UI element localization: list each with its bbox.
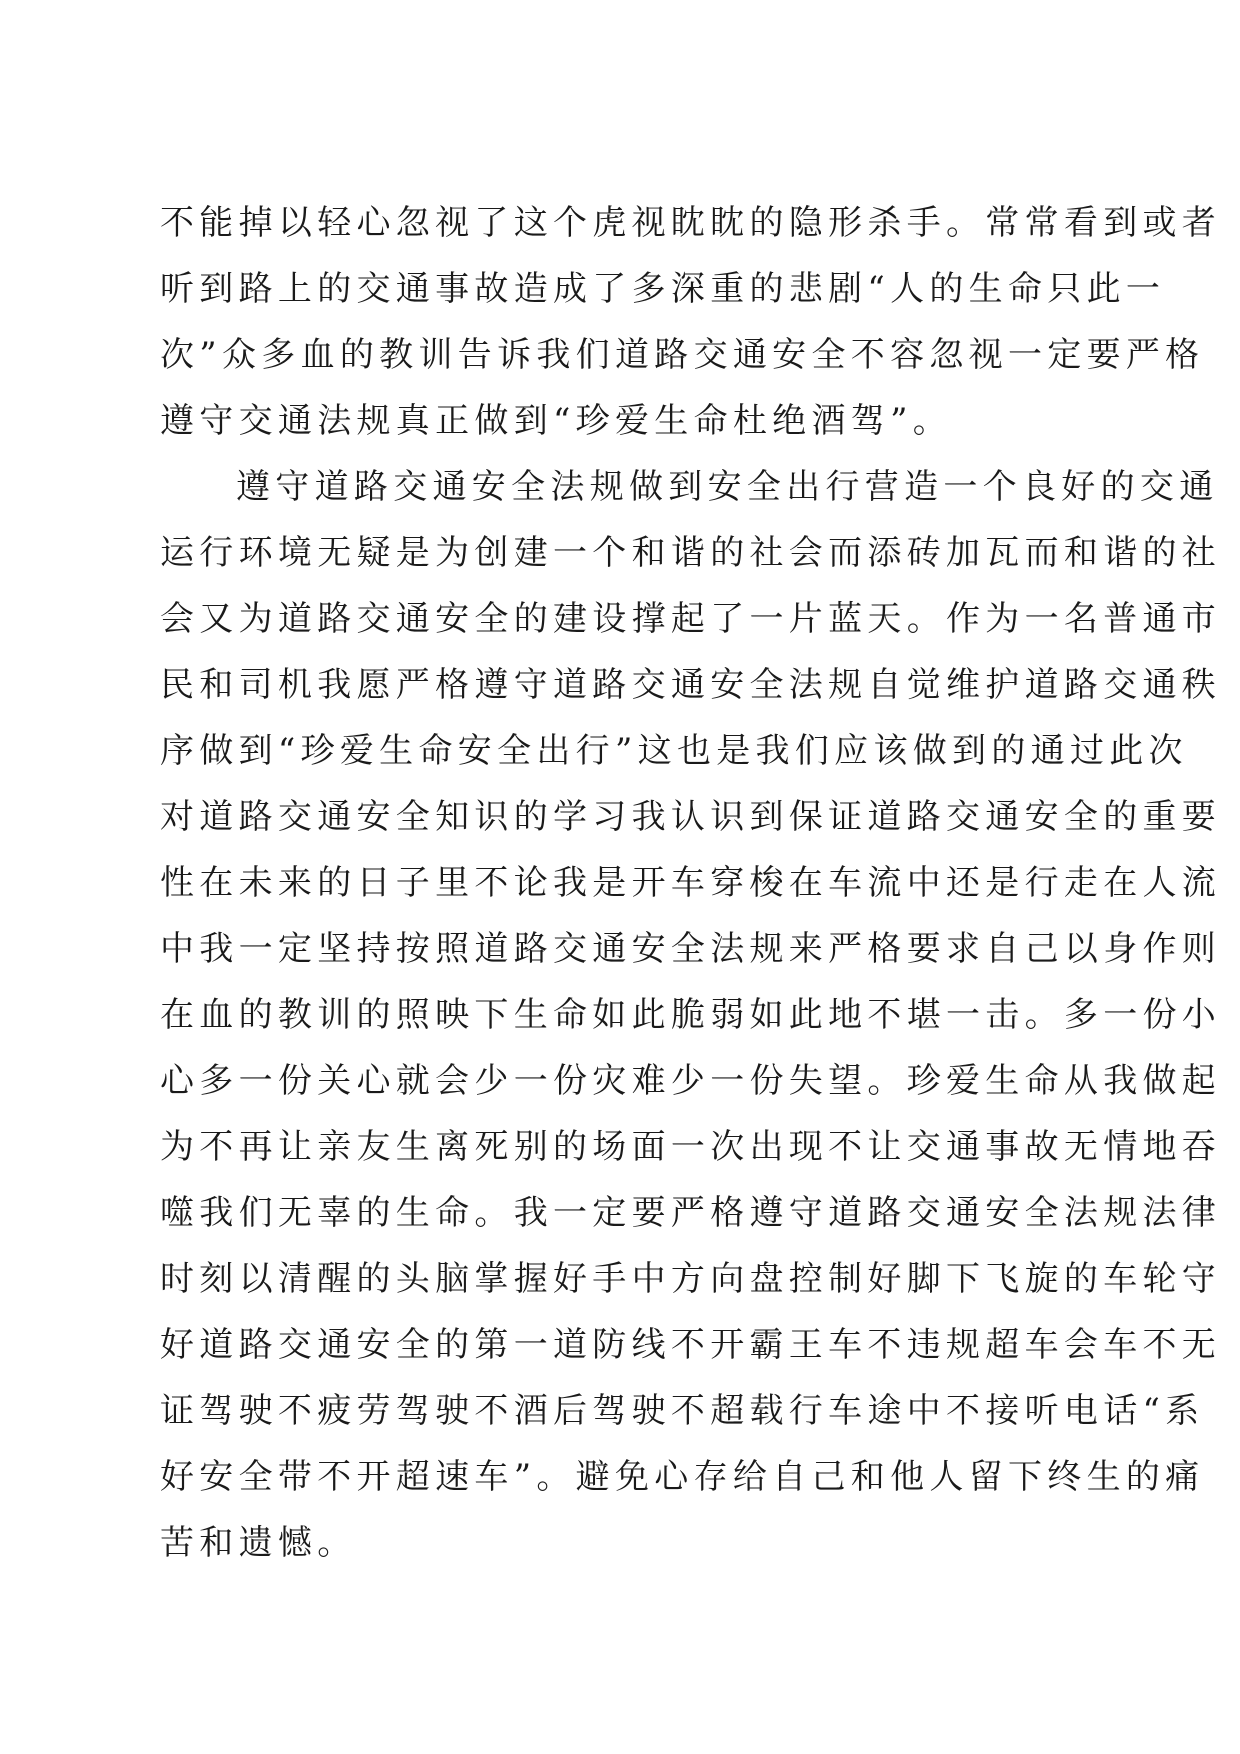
paragraph-2 xyxy=(160,454,1222,1576)
text-line: 噬我们无辜的生命。我一定要严格遵守道路交通安全法规法律 xyxy=(160,1193,1222,1233)
text-line-indented: 遵守道路交通安全法规做到安全出行营造一个良好的交通 xyxy=(236,467,1219,507)
text-line: 为不再让亲友生离死别的场面一次出现不让交通事故无情地吞 xyxy=(160,1127,1222,1167)
text-line: 对道路交通安全知识的学习我认识到保证道路交通安全的重要 xyxy=(160,797,1222,837)
text-line: 证驾驶不疲劳驾驶不酒后驾驶不超载行车途中不接听电话“系 xyxy=(160,1391,1205,1431)
text-line: 性在未来的日子里不论我是开车穿梭在车流中还是行走在人流 xyxy=(160,863,1222,903)
text-line: 苦和遗憾。 xyxy=(160,1523,357,1563)
text-line: 次”众多血的教训告诉我们道路交通安全不容忽视一定要严格 xyxy=(160,335,1205,375)
text-line: 序做到“珍爱生命安全出行”这也是我们应该做到的通过此次 xyxy=(160,731,1188,771)
text-line: 好道路交通安全的第一道防线不开霸王车不违规超车会车不无 xyxy=(160,1325,1222,1365)
text-line: 会又为道路交通安全的建设撑起了一片蓝天。作为一名普通市 xyxy=(160,599,1222,639)
text-line: 好安全带不开超速车”。避免心存给自己和他人留下终生的痛 xyxy=(160,1457,1205,1497)
text-line: 运行环境无疑是为创建一个和谐的社会而添砖加瓦而和谐的社 xyxy=(160,533,1222,573)
text-line: 心多一份关心就会少一份灾难少一份失望。珍爱生命从我做起 xyxy=(160,1061,1222,1101)
text-line: 中我一定坚持按照道路交通安全法规来严格要求自己以身作则 xyxy=(160,929,1222,969)
text-line: 民和司机我愿严格遵守道路交通安全法规自觉维护道路交通秩 xyxy=(160,665,1222,705)
text-line: 遵守交通法规真正做到“珍爱生命杜绝酒驾”。 xyxy=(160,401,953,441)
document-body xyxy=(160,190,1222,1576)
text-line: 听到路上的交通事故造成了多深重的悲剧“人的生命只此一 xyxy=(160,269,1166,309)
text-line: 在血的教训的照映下生命如此脆弱如此地不堪一击。多一份小 xyxy=(160,995,1222,1035)
paragraph-1 xyxy=(160,190,1222,454)
text-line: 不能掉以轻心忽视了这个虎视眈眈的隐形杀手。常常看到或者 xyxy=(160,203,1222,243)
text-line: 时刻以清醒的头脑掌握好手中方向盘控制好脚下飞旋的车轮守 xyxy=(160,1259,1222,1299)
